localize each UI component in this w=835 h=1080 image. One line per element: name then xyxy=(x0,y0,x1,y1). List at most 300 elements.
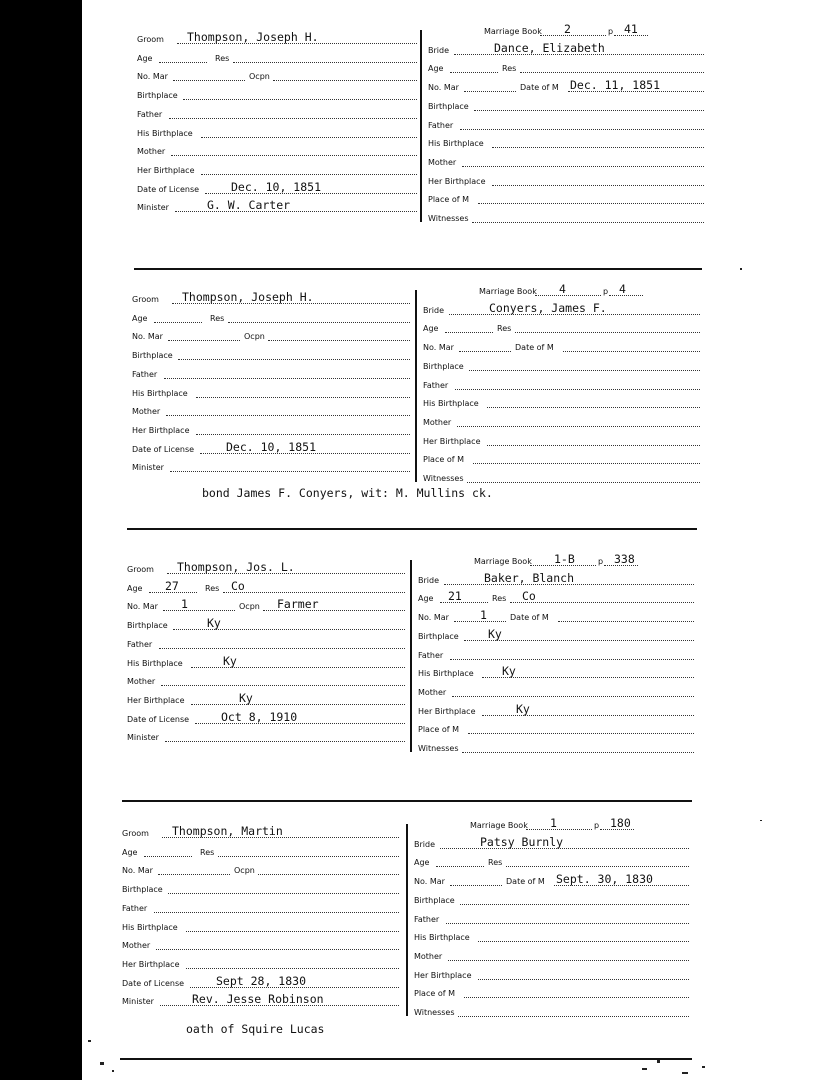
bride-his-birthplace-label-line xyxy=(478,941,689,942)
bride-father-label-line xyxy=(460,129,704,130)
form-row xyxy=(414,853,689,869)
bride-her-birthplace-label-line xyxy=(487,445,700,446)
place-of-m-label-line xyxy=(468,733,694,734)
groom-label: Groom xyxy=(122,829,149,838)
bride-his-birthplace-label: His Birthplace xyxy=(418,669,474,679)
page-label: p xyxy=(598,557,604,566)
father-label-line xyxy=(169,118,417,119)
her-birthplace-label: Her Birthplace xyxy=(127,695,185,705)
groom-age-label-line xyxy=(144,856,192,857)
form-row xyxy=(428,41,704,57)
groom-ocpn-label-line xyxy=(258,874,399,875)
date-of-m-label-line xyxy=(563,351,700,352)
mother-label: Mother xyxy=(132,407,161,417)
bride-his-birthplace: Ky xyxy=(502,664,516,679)
bride-mother-label: Mother xyxy=(414,951,443,961)
groom-name: Thompson, Jos. L. xyxy=(177,560,295,574)
groom-no-mar-label: No. Mar xyxy=(127,602,158,612)
form-row xyxy=(122,899,399,915)
form-row xyxy=(137,86,417,102)
bride-label: Bride xyxy=(418,575,439,585)
groom-res-label: Res xyxy=(200,847,215,857)
groom-birthplace-label-line xyxy=(168,893,399,894)
bride-father-label-line xyxy=(446,923,689,924)
mother-label: Mother xyxy=(127,677,156,687)
form-row xyxy=(127,691,405,707)
mother-label-line xyxy=(161,685,405,686)
groom-res-label: Res xyxy=(210,313,225,323)
father-label: Father xyxy=(122,903,148,913)
her-birthplace: Ky xyxy=(239,690,253,705)
form-row xyxy=(414,1003,689,1019)
bride-age-label-line xyxy=(445,332,493,333)
form-row xyxy=(127,560,405,576)
bride-no-mar-label: No. Mar xyxy=(428,83,459,93)
groom-res-label-line xyxy=(223,592,405,593)
groom-age: 27 xyxy=(165,578,179,593)
groom-ocpn-label: Ocpn xyxy=(239,602,260,612)
groom-name: Thompson, Joseph H. xyxy=(187,30,319,44)
form-row xyxy=(423,338,700,354)
bride-label: Bride xyxy=(428,45,449,55)
form-row xyxy=(418,589,694,605)
form-row xyxy=(414,910,689,926)
his-birthplace-label: His Birthplace xyxy=(122,922,178,932)
form-row xyxy=(132,290,410,306)
form-row xyxy=(414,947,689,963)
marriage-book: 4 xyxy=(559,282,566,296)
form-row xyxy=(137,198,417,214)
place-of-m-label: Place of M xyxy=(423,455,464,465)
bride-birthplace-label: Birthplace xyxy=(418,631,459,641)
bride-no-mar-label-line xyxy=(450,885,502,886)
form-row xyxy=(132,384,410,400)
his-birthplace-label: His Birthplace xyxy=(132,388,188,398)
date-of-m-label-line xyxy=(558,621,694,622)
marriage-page: 180 xyxy=(610,816,631,830)
his-birthplace-label: His Birthplace xyxy=(127,658,183,668)
form-row xyxy=(414,928,689,944)
marriage-page: 338 xyxy=(614,552,635,566)
bride-age-label-line xyxy=(436,866,484,867)
bride-her-birthplace-label: Her Birthplace xyxy=(414,970,472,980)
groom-birthplace: Ky xyxy=(207,616,221,631)
bride-name: Conyers, James F. xyxy=(489,300,607,315)
his-birthplace: Ky xyxy=(223,653,237,668)
bride-res-label-line xyxy=(506,866,689,867)
bride-mother-label: Mother xyxy=(423,417,452,427)
date-of-m-label: Date of M xyxy=(515,343,554,353)
groom-age-label: Age xyxy=(132,313,148,323)
father-label-line xyxy=(164,378,410,379)
groom-ocpn-label: Ocpn xyxy=(234,866,255,876)
bride-mother-label-line xyxy=(452,696,694,697)
adjacent-page-edge xyxy=(727,0,835,1080)
form-row xyxy=(414,835,689,851)
bride-mother-label: Mother xyxy=(418,687,447,697)
groom-res: Co xyxy=(231,578,245,593)
date-of-m: Sept. 30, 1830 xyxy=(556,872,653,887)
groom-res-label-line xyxy=(218,856,399,857)
form-row xyxy=(428,59,704,75)
form-row xyxy=(428,190,704,206)
her-birthplace-label-line xyxy=(201,174,417,175)
bride-birthplace-label: Birthplace xyxy=(414,895,455,905)
form-row xyxy=(127,728,405,744)
bride-father-label: Father xyxy=(414,914,440,924)
groom-ocpn-label: Ocpn xyxy=(249,72,270,82)
form-row xyxy=(122,955,399,971)
form-row xyxy=(428,134,704,150)
bride-his-birthplace-label-line xyxy=(492,147,704,148)
bride-label: Bride xyxy=(423,305,444,315)
page-label: p xyxy=(603,287,609,296)
marriage-book: 2 xyxy=(564,22,571,36)
bride-res-label-line xyxy=(510,602,694,603)
bride-age-label: Age xyxy=(428,64,444,74)
his-birthplace-label-line xyxy=(196,397,410,398)
groom-age-label: Age xyxy=(122,847,138,857)
date-of-m-label: Date of M xyxy=(506,877,545,887)
form-row xyxy=(418,720,694,736)
place-of-m-label-line xyxy=(473,463,700,464)
date-of-license: Oct 8, 1910 xyxy=(221,709,298,724)
form-row xyxy=(423,319,700,335)
minister-label-line xyxy=(170,471,410,472)
groom-res-label: Res xyxy=(205,583,220,593)
groom-no-mar-label-line xyxy=(168,340,240,341)
witnesses-label-line xyxy=(467,482,700,483)
form-row xyxy=(137,124,417,140)
bride-mother-label-line xyxy=(448,960,689,961)
minister-label: Minister xyxy=(127,733,159,743)
bride-her-birthplace-label: Her Birthplace xyxy=(423,436,481,446)
form-row xyxy=(122,861,399,877)
her-birthplace-label-line xyxy=(196,434,410,435)
form-row xyxy=(428,22,704,38)
scan-noise xyxy=(682,1072,688,1074)
date-of-license-label: Date of License xyxy=(122,978,185,988)
form-row xyxy=(137,180,417,196)
marriage-book-label-line xyxy=(540,35,606,36)
marriage-book-label: Marriage Book xyxy=(470,821,528,830)
bride-res-label-line xyxy=(515,332,700,333)
her-birthplace-label-line xyxy=(191,704,405,705)
bride-his-birthplace-label: His Birthplace xyxy=(428,139,484,149)
page-label: p xyxy=(594,821,600,830)
groom-birthplace-label: Birthplace xyxy=(132,351,173,361)
date-of-license-label: Date of License xyxy=(137,184,200,194)
date-of-license: Dec. 10, 1851 xyxy=(226,439,317,454)
form-row xyxy=(127,616,405,632)
card-separator xyxy=(120,1058,692,1060)
marriage-card xyxy=(82,816,727,1054)
bride-her-birthplace-label-line xyxy=(492,185,704,186)
groom-birthplace-label-line xyxy=(178,359,410,360)
bride-birthplace-label: Birthplace xyxy=(423,361,464,371)
groom-age-label: Age xyxy=(127,583,143,593)
her-birthplace-label: Her Birthplace xyxy=(132,425,190,435)
date-of-license-label: Date of License xyxy=(132,444,195,454)
form-row xyxy=(418,702,694,718)
form-row xyxy=(137,105,417,121)
bride-mother-label: Mother xyxy=(428,157,457,167)
form-row xyxy=(137,30,417,46)
form-row xyxy=(132,327,410,343)
form-row xyxy=(418,683,694,699)
scan-noise xyxy=(657,1060,660,1063)
bride-age-label-line xyxy=(450,72,498,73)
groom-no-mar-label-line xyxy=(163,610,235,611)
form-row xyxy=(122,843,399,859)
bride-no-mar-label-line xyxy=(464,91,516,92)
his-birthplace-label: His Birthplace xyxy=(137,128,193,138)
bride-name: Baker, Blanch xyxy=(484,570,575,585)
bride-name: Patsy Burnly xyxy=(480,834,564,849)
form-row xyxy=(132,458,410,474)
marriage-card xyxy=(82,552,727,790)
marriage-book-label: Marriage Book xyxy=(479,287,537,296)
bride-his-birthplace-label: His Birthplace xyxy=(423,399,479,409)
form-row xyxy=(418,571,694,587)
bride-label-line xyxy=(440,848,689,849)
bride-father-label-line xyxy=(455,389,700,390)
groom-ocpn-label-line xyxy=(268,340,410,341)
form-row xyxy=(428,172,704,188)
groom-no-mar: 1 xyxy=(181,597,188,612)
groom-age-label-line xyxy=(154,322,202,323)
place-of-m-label: Place of M xyxy=(428,195,469,205)
card-separator xyxy=(127,528,697,530)
form-row xyxy=(423,413,700,429)
form-row xyxy=(423,432,700,448)
bride-no-mar-label: No. Mar xyxy=(423,343,454,353)
mother-label-line xyxy=(171,155,417,156)
form-row xyxy=(418,664,694,680)
bride-age-label: Age xyxy=(414,858,430,868)
form-row xyxy=(137,67,417,83)
scan-noise xyxy=(112,1070,114,1072)
form-row xyxy=(127,597,405,613)
bride-birthplace-label-line xyxy=(460,904,689,905)
groom-label: Groom xyxy=(137,35,164,44)
bride-her-birthplace-label-line xyxy=(482,715,694,716)
form-row xyxy=(127,672,405,688)
father-label: Father xyxy=(137,109,163,119)
minister: G. W. Carter xyxy=(207,198,291,213)
form-row xyxy=(418,608,694,624)
form-row xyxy=(423,301,700,317)
groom-label: Groom xyxy=(127,565,154,574)
bride-birthplace-label-line xyxy=(469,370,700,371)
marriage-book-label: Marriage Book xyxy=(474,557,532,566)
bride-no-mar-label: No. Mar xyxy=(418,613,449,623)
minister-label: Minister xyxy=(122,997,154,1007)
her-birthplace-label: Her Birthplace xyxy=(137,165,195,175)
mother-label-line xyxy=(166,415,410,416)
form-row xyxy=(423,394,700,410)
form-row xyxy=(428,153,704,169)
bride-res-label-line xyxy=(520,72,704,73)
form-row xyxy=(137,49,417,65)
groom-ocpn: Farmer xyxy=(277,597,319,612)
marriage-card xyxy=(82,22,727,260)
scan-noise xyxy=(88,1040,91,1042)
groom-birthplace-label-line xyxy=(183,99,417,100)
date-of-m-label: Date of M xyxy=(520,83,559,93)
form-row xyxy=(423,357,700,373)
witnesses-label: Witnesses xyxy=(414,1008,455,1017)
form-row xyxy=(132,440,410,456)
groom-ocpn-label: Ocpn xyxy=(244,332,265,342)
father-label: Father xyxy=(132,369,158,379)
groom-label: Groom xyxy=(132,295,159,304)
form-row xyxy=(127,654,405,670)
form-row xyxy=(137,142,417,158)
card-separator xyxy=(134,268,702,270)
groom-no-mar-label: No. Mar xyxy=(132,332,163,342)
form-row xyxy=(428,209,704,225)
record-note: bond James F. Conyers, wit: M. Mullins ck. xyxy=(202,486,493,500)
groom-res-label-line xyxy=(233,62,417,63)
place-of-m-label: Place of M xyxy=(418,725,459,735)
bride-his-birthplace-label: His Birthplace xyxy=(414,933,470,943)
his-birthplace-label-line xyxy=(186,931,399,932)
bride-label: Bride xyxy=(414,839,435,849)
witnesses-label-line xyxy=(472,222,704,223)
form-row xyxy=(414,816,689,832)
date-of-license-label: Date of License xyxy=(127,714,190,724)
form-row xyxy=(414,984,689,1000)
form-row xyxy=(122,824,399,840)
groom-birthplace-label: Birthplace xyxy=(122,885,163,895)
groom-name: Thompson, Martin xyxy=(172,824,283,838)
column-divider xyxy=(420,30,422,222)
form-row xyxy=(122,880,399,896)
date-of-m-label: Date of M xyxy=(510,613,549,623)
form-row xyxy=(428,97,704,113)
minister-label: Minister xyxy=(137,203,169,213)
scan-noise xyxy=(642,1068,647,1070)
marriage-book-label: Marriage Book xyxy=(484,27,542,36)
scan-noise xyxy=(100,1062,104,1065)
form-row xyxy=(414,966,689,982)
bride-father-label: Father xyxy=(428,120,454,130)
bride-her-birthplace-label-line xyxy=(478,979,689,980)
witnesses-label: Witnesses xyxy=(418,744,459,753)
marriage-book-label-line xyxy=(526,829,592,830)
column-divider xyxy=(406,824,408,1016)
bride-res-label: Res xyxy=(492,594,507,604)
witnesses-label-line xyxy=(462,752,694,753)
marriage-book: 1 xyxy=(550,816,557,830)
form-row xyxy=(428,116,704,132)
scan-noise xyxy=(740,268,742,270)
place-of-m-label: Place of M xyxy=(414,989,455,999)
minister-label: Minister xyxy=(132,463,164,473)
card-separator xyxy=(122,800,692,802)
bride-res-label: Res xyxy=(488,858,503,868)
form-row xyxy=(122,992,399,1008)
scan-noise xyxy=(702,1066,705,1068)
mother-label: Mother xyxy=(137,147,166,157)
form-row xyxy=(418,552,694,568)
form-row xyxy=(428,78,704,94)
form-row xyxy=(423,376,700,392)
bride-her-birthplace-label: Her Birthplace xyxy=(428,176,486,186)
form-row xyxy=(423,469,700,485)
bride-birthplace: Ky xyxy=(488,626,502,641)
record-note: oath of Squire Lucas xyxy=(186,1022,325,1036)
father-label-line xyxy=(154,912,399,913)
witnesses-label: Witnesses xyxy=(428,214,469,223)
minister-label-line xyxy=(165,741,405,742)
groom-birthplace-label: Birthplace xyxy=(127,621,168,631)
bride-mother-label-line xyxy=(457,426,700,427)
groom-age-label-line xyxy=(159,62,207,63)
his-birthplace-label-line xyxy=(201,137,417,138)
bride-res: Co xyxy=(522,589,536,604)
groom-birthplace-label: Birthplace xyxy=(137,91,178,101)
bride-birthplace-label-line xyxy=(474,110,704,111)
page-label: p xyxy=(608,27,614,36)
bride-father-label: Father xyxy=(423,380,449,390)
place-of-m-label-line xyxy=(464,997,689,998)
form-row xyxy=(414,891,689,907)
groom-no-mar-label: No. Mar xyxy=(137,72,168,82)
place-of-m-label-line xyxy=(478,203,704,204)
father-label-line xyxy=(159,648,405,649)
form-row xyxy=(423,450,700,466)
mother-label: Mother xyxy=(122,941,151,951)
bride-mother-label-line xyxy=(462,166,704,167)
marriage-record-page xyxy=(82,0,727,1080)
form-row xyxy=(418,627,694,643)
form-row xyxy=(122,974,399,990)
form-row xyxy=(423,282,700,298)
bride-no-mar-label: No. Mar xyxy=(414,877,445,887)
bride-her-birthplace-label: Her Birthplace xyxy=(418,706,476,716)
witnesses-label-line xyxy=(458,1016,689,1017)
bride-father-label-line xyxy=(450,659,694,660)
form-row xyxy=(132,346,410,362)
column-divider xyxy=(410,560,412,752)
groom-age-label: Age xyxy=(137,53,153,63)
groom-no-mar-label: No. Mar xyxy=(122,866,153,876)
bride-age-label: Age xyxy=(423,324,439,334)
form-row xyxy=(132,309,410,325)
witnesses-label: Witnesses xyxy=(423,474,464,483)
bride-her-birthplace: Ky xyxy=(516,701,530,716)
bride-age: 21 xyxy=(448,589,462,604)
scan-noise xyxy=(760,820,762,821)
bride-res-label: Res xyxy=(497,324,512,334)
form-row xyxy=(132,421,410,437)
form-row xyxy=(418,739,694,755)
bride-his-birthplace-label-line xyxy=(487,407,700,408)
groom-no-mar-label-line xyxy=(173,80,245,81)
her-birthplace-label: Her Birthplace xyxy=(122,959,180,969)
bride-no-mar-label-line xyxy=(459,351,511,352)
form-row xyxy=(127,635,405,651)
form-row xyxy=(122,918,399,934)
form-row xyxy=(132,365,410,381)
groom-res-label-line xyxy=(228,322,410,323)
her-birthplace-label-line xyxy=(186,968,399,969)
form-row xyxy=(122,936,399,952)
bride-birthplace-label: Birthplace xyxy=(428,101,469,111)
bride-no-mar: 1 xyxy=(480,608,487,623)
